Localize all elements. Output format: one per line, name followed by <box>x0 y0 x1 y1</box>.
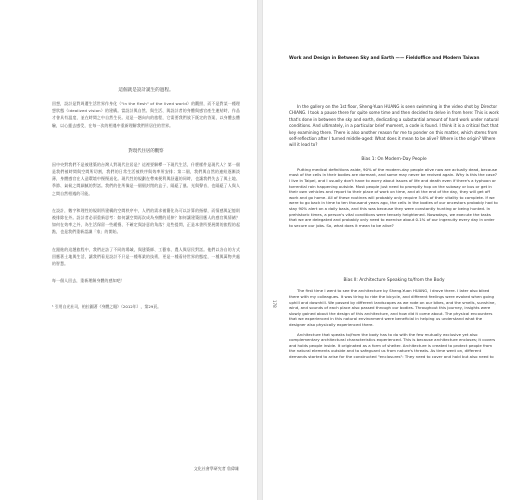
author-signature: 文化社會學研究者 詹偉雄 <box>193 466 239 471</box>
bias-1-paragraph: Putting medical definitions aside, 90% of the modern-day people alive now are actually dead, because most of the cells in their bodies are dormant, and some may never be revived again. Why is this the case? I live in Taipei, and I usually don't have to worry about issues of life and death even if there's a typhoon or torrential rain happening outside. Most people just need to promptly hop on the subway or bus or get in their own vehicles and report to their place of work on time, and at the end of the day, they will get off work and go home. All of these routines will probably only require 5-6% of their vitality to complete. If we were to go back in time to ten thousand years ago, the cells in the bodies of our ancestors probably had to stay 90% alert on a daily basis, and this was because they were constantly hunting or being hunted. In prehistoric times, a person's vital conditions were tensely heightened. Nowadays, we execute the tasks that we are delegated and probably only need to exercise about 0.1% of our ingenuity every day in order to secure our jobs. So, what does it mean to be alive? <box>289 166 498 228</box>
page-number: 178 <box>272 300 277 308</box>
left-page <box>0 0 258 500</box>
left-opening-line: 這個就是設計誕生的過程。 <box>118 88 174 93</box>
right-page-content <box>289 56 499 360</box>
bias-2-paragraph-2: Architecture that speaks to/from the body has to do with the few mutually exclusive yet also complementary architectural characteristics experienced. This is because architecture encloses; it covers and holds people inside. It originated as a form of shelter. Architecture is created to protect people from the natural elements outside and to safeguard us from nature's threats. As time went on, different demands started to arise for the constructed "enclosures": They need to cover and hold but also need to <box>289 331 496 359</box>
bias-2-heading: Bias II: Architecture Speaking to/from the Body <box>343 278 445 284</box>
bias-1-heading: Bias 1: On Modern-Day People <box>361 156 427 162</box>
left-paragraph-2: 因中央對我們不是被建築的台灣人對現代住居是？這裡要解釋一下現代生活，什麼樣件是現代人？第一個是我們被時間與空間所切割，我們的日常生活被秩序與效率所安排；第二個，我們與自然的連結逐漸淡薄，身體感官在人造環境中慢慢退化。現代性的規劃在帶來便利與舒適的同時，也讓我們失去了與土地、季節、氣候之間細膩的對話。我們的住所像是一個個封閉的盒子，隔絕了風、光與聲音，也隔絕了人與人之間自然相遇的可能。 <box>52 161 240 196</box>
left-paragraph-3: 在設計，數字和理性的規則所建構的空間秩序中，人們的需求被簡化為可以計算的指標，而情感與記憶則被排除在外。設計者必須重新思考：如何讓空間再次成為身體的延伸？如何讓建築回應人的感官與情緒？如何在效率之外，為生活保留一些緩慢、不確定與詩意的角落？這些提問，正是本書所要展開的旅程的起點，也是我們重新認識「家」的開始。 <box>52 207 240 235</box>
right-intro-paragraph: In the gallery on the 1st floor, Sheng-Yuan HUANG is seen swimming in the video shot by Director CHIANG. I took a pause there for quite some time and then decided to delve in from here: This is work that's done in between the sky and earth, dedicating a substantial amount of hard work under natural conditions. And ultimately, in a particular brief moment, a code is found. I think it is a critical fact that key examining there. There is also another reason for me to ponder on this matter, which stems from self-reflection after I turned middle-aged: What does it mean to be alive? Where is the origin? Where will it lead to? <box>289 104 499 148</box>
left-section-heading: 對現代住居的觀察 <box>128 148 164 154</box>
left-paragraph-4: 在跟進的這趟旅程中，我們走訪了不同的場域，與建築師、工藝家、農人與居民對話。他們以各自的方式回應著土地與生活，讓我們看見設計不只是一種專業的技術，更是一種看待世界的態度，一種與萬物共處的智慧。 <box>52 246 240 267</box>
left-footnote: ¹ 引用自光社司，柏拉圖著《身體之眼》（2012年），第29頁。 <box>52 304 162 310</box>
right-page-title: Work and Design in Between Sky and Earth —— Fieldoffice and Modern Taiwan <box>289 56 480 61</box>
left-paragraph-5: 每一個人回去，重新理解身體的感知吧！ <box>52 278 125 284</box>
right-page <box>262 0 520 500</box>
left-paragraph-1: 回想，設計是對周遭生活世界作身化（"in the flesh" of the lived world）的觀照，而不是對某一種理想狀態（idealized vision）的建構。當設計與自然、與生活、與設計者的身體與感官產生連結時，作品才會具有溫度，並在時間之中自然生長。這是一趟向內的旅程，它需要我們放下既定的答案，以身體去體驗，以心靈去感受，在每一次的相遇中重新理解我們所居住的世界。 <box>52 101 240 128</box>
bias-2-paragraph-1: The first time I went to see the architecture by Sheng-Yuan HUANG, I drove there. I later also biked there with my colleagues. It was tiring to ride the bicycle, and different feelings were evoked when going uphill and downhill. We passed by different landscapes as we rode on our bikes, and the smells, sunshine, wind, and sounds of each place also passed through our bodies. Throughout this journey, insights were slowly gained about the design of this architecture, and how did it come about. The physical encounters that we experienced in this natural environment were beneficial in helping us understand what the designer also physically experienced there. <box>289 288 496 327</box>
left-page-content <box>52 88 240 310</box>
